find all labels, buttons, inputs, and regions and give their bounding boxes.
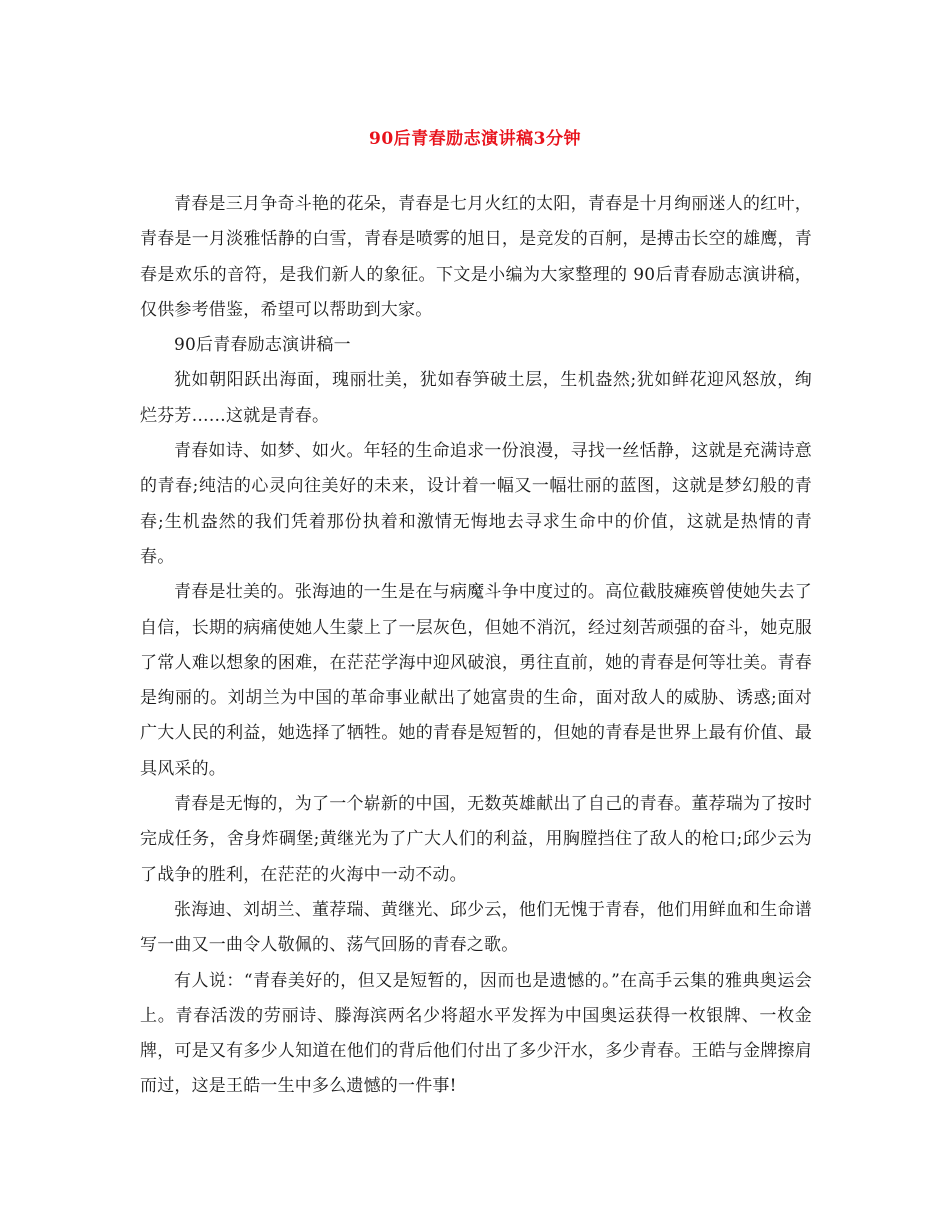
body-paragraph: 青春如诗、如梦、如火。年轻的生命追求一份浪漫，寻找一丝恬静，这就是充满诗意的青春;纯洁的心灵向往美好的未来，设计着一幅又一幅壮丽的蓝图，这就是梦幻般的青春;生机盎然的我们凭着那份执着和激情无悔地去寻求生命中的价值，这就是热情的青春。 bbox=[140, 441, 812, 567]
document-body bbox=[140, 187, 812, 1105]
document-title: 90后青春励志演讲稿3分钟 bbox=[369, 129, 581, 149]
body-paragraph: 青春是无悔的，为了一个崭新的中国，无数英雄献出了自己的青春。董荐瑞为了按时完成任务，舍身炸碉堡;黄继光为了广大人们的利益，用胸膛挡住了敌人的枪口;邱少云为了战争的胜利，在茫茫的火海中一动不动。 bbox=[140, 794, 812, 885]
intro-paragraph: 青春是三月争奇斗艳的花朵，青春是七月火红的太阳，青春是十月绚丽迷人的红叶，青春是一月淡雅恬静的白雪，青春是喷雾的旭日，是竞发的百舸，是搏击长空的雄鹰，青春是欢乐的音符，是我们新人的象征。下文是小编为大家整理的 90后青春励志演讲稿，仅供参考借鉴，希望可以帮助到大家。 bbox=[140, 194, 812, 320]
body-paragraph: 犹如朝阳跃出海面，瑰丽壮美，犹如春笋破土层，生机盎然;犹如鲜花迎风怒放，绚烂芬芳……这就是青春。 bbox=[140, 370, 812, 426]
body-paragraph: 有人说：“青春美好的，但又是短暂的，因而也是遗憾的。”在高手云集的雅典奥运会上。青春活泼的劳丽诗、滕海滨两名少将超水平发挥为中国奥运获得一枚银牌、一枚金牌，可是又有多少人知道在他们的背后他们付出了多少汗水，多少青春。王皓与金牌擦肩而过，这是王皓一生中多么遗憾的一件事! bbox=[140, 970, 812, 1097]
body-paragraph: 青春是壮美的。张海迪的一生是在与病魔斗争中度过的。高位截肢瘫痪曾使她失去了自信，长期的病痛使她人生蒙上了一层灰色，但她不消沉，经过刻苦顽强的奋斗，她克服了常人难以想象的困难，在茫茫学海中迎风破浪，勇往直前，她的青春是何等壮美。青春是绚丽的。刘胡兰为中国的革命事业献出了她富贵的生命，面对敌人的威胁、诱惑;面对广大人民的利益，她选择了牺牲。她的青春是短暂的，但她的青春是世界上最有价值、最具风采的。 bbox=[140, 582, 812, 779]
section-heading: 90后青春励志演讲稿一 bbox=[174, 335, 351, 356]
body-paragraph: 张海迪、刘胡兰、董荐瑞、黄继光、邱少云，他们无愧于青春，他们用鲜血和生命谱写一曲又一曲令人敬佩的、荡气回肠的青春之歌。 bbox=[140, 899, 812, 956]
